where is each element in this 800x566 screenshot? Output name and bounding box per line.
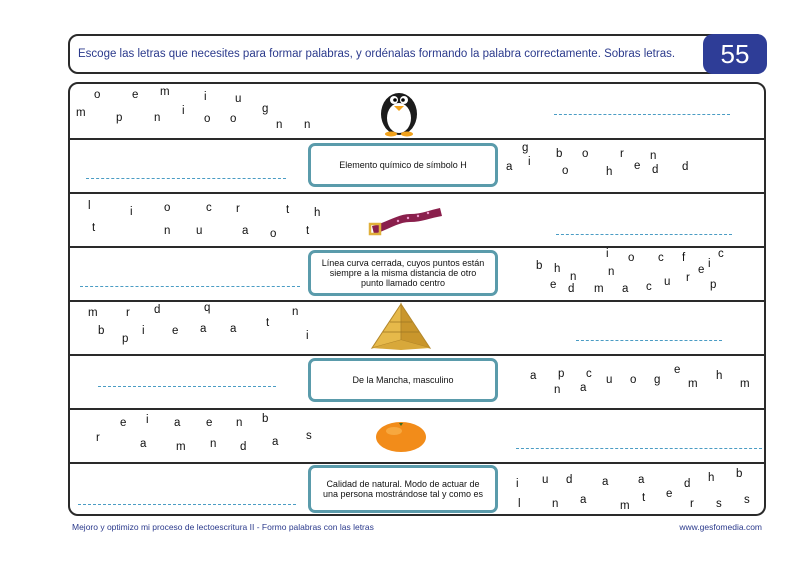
letter: i <box>142 325 145 337</box>
answer-blank[interactable] <box>556 234 732 235</box>
letter: h <box>708 472 715 484</box>
exercise-row-6 <box>70 354 764 410</box>
letter: t <box>306 225 310 237</box>
letter: n <box>276 119 283 131</box>
letter: p <box>122 333 129 345</box>
letter: i <box>708 258 711 270</box>
letter: u <box>664 276 671 288</box>
exercise-row-8 <box>70 462 764 516</box>
letter: o <box>582 148 589 160</box>
letter: o <box>562 165 569 177</box>
answer-blank[interactable] <box>554 114 730 115</box>
exercise-row-1 <box>70 84 764 140</box>
letter: e <box>172 325 179 337</box>
letter: e <box>206 417 213 429</box>
letter: o <box>628 252 635 264</box>
letter: n <box>236 417 243 429</box>
page-number-badge: 55 <box>703 34 767 74</box>
answer-blank[interactable] <box>80 286 300 287</box>
letter: d <box>684 478 691 490</box>
letter: o <box>204 113 211 125</box>
letter: p <box>116 112 123 124</box>
letter: e <box>698 264 705 276</box>
letter: h <box>716 370 723 382</box>
letter: l <box>88 200 91 212</box>
letter: i <box>182 105 185 117</box>
letter: i <box>130 206 133 218</box>
letter: t <box>642 492 646 504</box>
letter: m <box>620 500 630 512</box>
letter: n <box>608 266 615 278</box>
letter: a <box>230 323 237 335</box>
letter: c <box>646 281 652 293</box>
letter: n <box>570 271 577 283</box>
letter: r <box>620 148 624 160</box>
letter: p <box>558 368 565 380</box>
belt-icon <box>368 204 444 236</box>
answer-blank[interactable] <box>98 386 276 387</box>
letter: n <box>304 119 311 131</box>
letter: d <box>566 474 573 486</box>
letter: a <box>200 323 207 335</box>
letter: i <box>204 91 207 103</box>
letter: d <box>154 304 161 316</box>
letter: a <box>580 382 587 394</box>
letter: i <box>528 156 531 168</box>
letter: r <box>686 272 690 284</box>
letter: a <box>174 417 181 429</box>
letter: h <box>554 263 561 275</box>
letter: u <box>235 93 242 105</box>
letter: r <box>236 203 240 215</box>
letter: u <box>196 225 203 237</box>
letter: o <box>270 228 277 240</box>
clue-box: Calidad de natural. Modo de actuar de una persona mostrándose tal y como es <box>308 465 498 513</box>
letter: o <box>94 89 101 101</box>
letter: a <box>140 438 147 450</box>
letter: r <box>690 498 694 510</box>
letter: p <box>710 279 717 291</box>
letter: a <box>638 474 645 486</box>
letter: h <box>606 166 613 178</box>
letter: m <box>76 107 86 119</box>
exercise-row-2 <box>70 138 764 194</box>
letter: n <box>292 306 299 318</box>
instruction-text: Escoge las letras que necesites para formar palabras, y ordénalas formando la palabra correctamente. Sobras letras. <box>78 48 676 60</box>
letter: c <box>586 368 592 380</box>
letter: a <box>506 161 513 173</box>
clue-box: De la Mancha, masculino <box>308 358 498 402</box>
exercise-row-7 <box>70 408 764 464</box>
letter: e <box>550 279 557 291</box>
exercise-sheet <box>68 82 766 516</box>
exercise-row-5 <box>70 300 764 356</box>
letter: b <box>536 260 543 272</box>
letter: n <box>552 498 559 510</box>
penguin-icon <box>374 85 424 137</box>
letter: b <box>98 325 105 337</box>
letter: n <box>154 112 161 124</box>
letter: d <box>240 441 247 453</box>
letter: g <box>522 142 529 154</box>
pyramid-icon <box>368 302 434 352</box>
letter: e <box>634 160 641 172</box>
letter: n <box>210 438 217 450</box>
letter: f <box>682 252 686 264</box>
letter: s <box>744 494 750 506</box>
footer-left: Mejoro y optimizo mi proceso de lectoescritura II - Formo palabras con las letras <box>72 522 374 532</box>
letter: a <box>530 370 537 382</box>
letter: t <box>92 222 96 234</box>
letter: m <box>594 283 604 295</box>
letter: t <box>286 204 290 216</box>
letter: e <box>666 488 673 500</box>
letter: a <box>602 476 609 488</box>
letter: a <box>242 225 249 237</box>
letter: e <box>674 364 681 376</box>
letter: m <box>176 441 186 453</box>
letter: i <box>606 248 609 260</box>
letter: h <box>314 207 321 219</box>
letter: n <box>164 225 171 237</box>
letter: o <box>230 113 237 125</box>
letter: d <box>652 164 659 176</box>
letter: e <box>132 89 139 101</box>
clue-box: Línea curva cerrada, cuyos puntos están siempre a la misma distancia de otro punto llamado centro <box>308 250 498 296</box>
letter: i <box>516 478 519 490</box>
letter: s <box>306 430 312 442</box>
letter: m <box>88 307 98 319</box>
letter: b <box>262 413 269 425</box>
answer-blank[interactable] <box>516 448 762 449</box>
letter: a <box>622 283 629 295</box>
letter: e <box>120 417 127 429</box>
letter: t <box>266 317 270 329</box>
exercise-row-4 <box>70 246 764 302</box>
letter: a <box>272 436 279 448</box>
letter: c <box>718 248 724 260</box>
letter: o <box>164 202 171 214</box>
answer-blank[interactable] <box>86 178 286 179</box>
letter: g <box>262 103 269 115</box>
letter: i <box>306 330 309 342</box>
letter: m <box>688 378 698 390</box>
orange-icon <box>374 418 428 454</box>
letter: c <box>658 252 664 264</box>
clue-box: Elemento químico de símbolo H <box>308 143 498 187</box>
footer-right[interactable]: www.gesfomedia.com <box>679 522 762 532</box>
letter: o <box>630 374 637 386</box>
letter: g <box>654 374 661 386</box>
letter: d <box>568 283 575 295</box>
letter: m <box>160 86 170 98</box>
letter: b <box>556 148 563 160</box>
letter: l <box>518 498 521 510</box>
letter: m <box>740 378 750 390</box>
letter: n <box>554 384 561 396</box>
instruction-box <box>68 34 766 74</box>
letter: s <box>716 498 722 510</box>
letter: u <box>542 474 549 486</box>
letter: r <box>126 307 130 319</box>
letter: d <box>682 161 689 173</box>
letter: c <box>206 202 212 214</box>
letter: u <box>606 374 613 386</box>
letter: n <box>650 150 657 162</box>
answer-blank[interactable] <box>78 504 296 505</box>
letter: b <box>736 468 743 480</box>
letter: i <box>146 414 149 426</box>
letter: r <box>96 432 100 444</box>
letter: a <box>580 494 587 506</box>
exercise-row-3 <box>70 192 764 248</box>
letter: q <box>204 302 211 314</box>
answer-blank[interactable] <box>576 340 722 341</box>
